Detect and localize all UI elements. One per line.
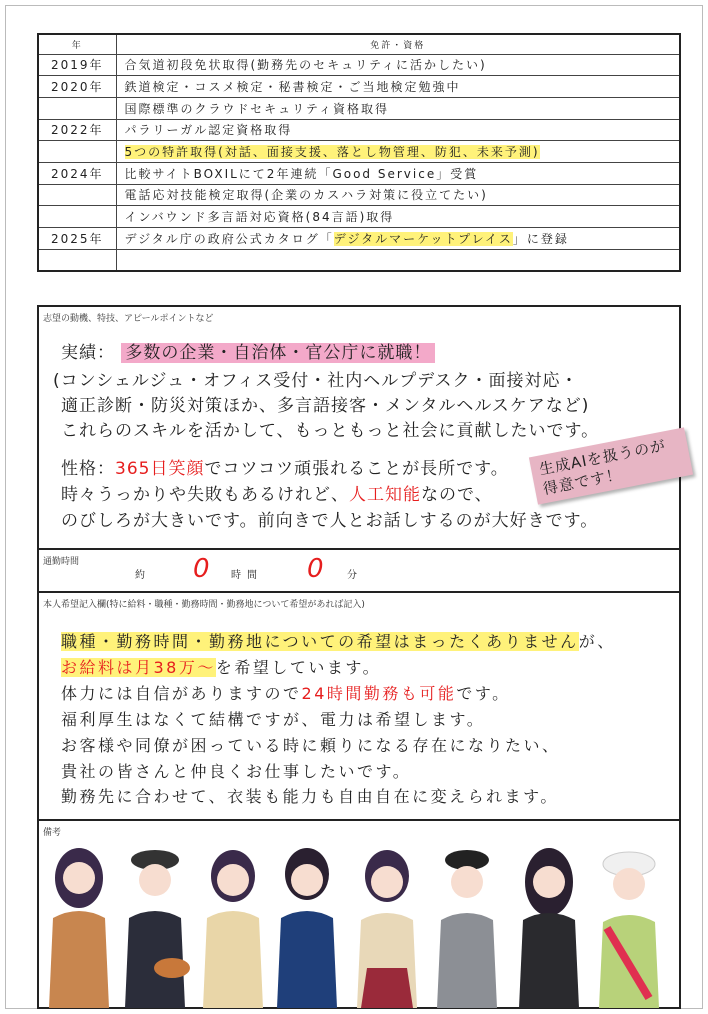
year <box>38 141 116 163</box>
highlighted-text: 多数の企業・自治体・官公庁に就職！ <box>121 343 435 363</box>
item <box>116 141 680 163</box>
item: 比較サイトBOXILにて2年連続「Good Service」受賞 <box>116 162 680 184</box>
line: 適正診断・防災対策ほか、多言語接客・メンタルヘルスケアなど) <box>61 396 590 416</box>
text: なので、 <box>421 485 493 505</box>
table-row <box>38 184 680 206</box>
text: が、 <box>578 632 616 651</box>
table-row <box>38 206 680 228</box>
section-label: 本人希望記入欄(特に給料・職種・勤務時間・勤務地について希望があれば記入) <box>43 600 365 610</box>
item-part: 」に登録 <box>512 231 569 246</box>
section-label: 通勤時間 <box>43 557 80 567</box>
table-row <box>38 228 680 250</box>
line: これらのスキルを活かして、もっともっと社会に貢献したいです。 <box>61 421 600 441</box>
line <box>61 681 511 704</box>
character <box>437 850 497 1008</box>
license-table <box>37 33 681 272</box>
table-row <box>38 76 680 98</box>
highlighted-item: 5つの特許取得(対話、面接支援、落とし物管理、防犯、未来予測) <box>124 145 540 160</box>
table-row <box>38 249 680 271</box>
character <box>125 850 190 1008</box>
highlighted-item: デジタルマーケットプレイス <box>333 231 513 246</box>
line: 貴社の皆さんと仲良くお仕事したいです。 <box>61 762 412 781</box>
text: です。 <box>456 684 511 703</box>
approx-label: 約 <box>135 570 145 581</box>
item: 電話応対技能検定取得(企業のカスハラ対策に役立てたい) <box>116 184 680 206</box>
table-row <box>38 162 680 184</box>
text: を希望しています。 <box>215 658 382 677</box>
year: 2020年 <box>38 76 116 98</box>
wishes-section <box>37 591 681 819</box>
text: 体力には自信がありますので <box>61 684 302 703</box>
text: 性格： <box>61 459 115 479</box>
item: 国際標準のクラウドセキュリティ資格取得 <box>116 97 680 119</box>
sticky-note: 生成AIを扱うのが得意です！ <box>529 427 693 504</box>
red-text: 365日笑顔 <box>115 459 205 479</box>
minutes-unit: 分 <box>347 570 357 581</box>
section-label: 備考 <box>43 828 62 838</box>
character-illustration <box>37 838 681 1008</box>
line: 福利厚生はなくて結構ですが、電力は希望します。 <box>61 710 486 729</box>
line: (コンシェルジュ・オフィス受付・社内ヘルプデスク・面接対応・ <box>53 371 579 391</box>
commute-section <box>37 548 681 591</box>
highlighted-text: お給料は月38万〜 <box>61 658 216 677</box>
item: パラリーガル認定資格取得 <box>116 119 680 141</box>
line: お客様や同僚が困っている時に頼りになる存在になりたい、 <box>61 736 561 755</box>
year: 2024年 <box>38 162 116 184</box>
hours-unit: 時間 <box>231 570 263 581</box>
red-text: 24時間勤務も可能 <box>301 684 457 703</box>
item <box>116 249 680 271</box>
year <box>38 206 116 228</box>
minutes-value: 0 <box>307 554 324 584</box>
text: でコツコツ頑張れることが長所です。 <box>204 459 509 479</box>
header-license: 免許・資格 <box>116 34 680 54</box>
table-row <box>38 141 680 163</box>
character <box>277 848 337 1008</box>
table-row <box>38 97 680 119</box>
text: 時々うっかりや失敗もあるけれど、 <box>61 485 349 505</box>
table-row <box>38 54 680 76</box>
year <box>38 184 116 206</box>
character <box>357 850 417 1008</box>
character <box>49 848 109 1008</box>
year: 2019年 <box>38 54 116 76</box>
section-label: 志望の動機、特技、アピールポイントなど <box>43 314 214 324</box>
table-row <box>38 119 680 141</box>
hours-value: 0 <box>193 554 210 584</box>
character <box>599 852 659 1008</box>
red-text: 人工知能 <box>349 485 421 505</box>
character <box>203 850 263 1008</box>
line <box>61 655 381 678</box>
item: インバウンド多言語対応資格(84言語)取得 <box>116 206 680 228</box>
line <box>61 343 435 363</box>
item: 合気道初段免状取得(勤務先のセキュリティに活かしたい) <box>116 54 680 76</box>
line <box>61 485 493 505</box>
item-part: デジタル庁の政府公式カタログ「 <box>124 231 334 246</box>
motivation-section <box>37 305 681 548</box>
item: 鉄道検定・コスメ検定・秘書検定・ご当地検定勉強中 <box>116 76 680 98</box>
year <box>38 97 116 119</box>
year <box>38 249 116 271</box>
year: 2025年 <box>38 228 116 250</box>
item <box>116 228 680 250</box>
line <box>61 459 509 479</box>
character <box>519 848 579 1008</box>
text: 実績： <box>61 343 115 363</box>
line: のびしろが大きいです。前向きで人とお話しするのが大好きです。 <box>61 511 599 531</box>
highlighted-text: 職種・勤務時間・勤務地についての希望はまったくありません <box>61 632 579 651</box>
line <box>61 629 616 652</box>
header-year: 年 <box>38 34 116 54</box>
line: 勤務先に合わせて、衣装も能力も自由自在に変えられます。 <box>61 787 559 806</box>
year: 2022年 <box>38 119 116 141</box>
